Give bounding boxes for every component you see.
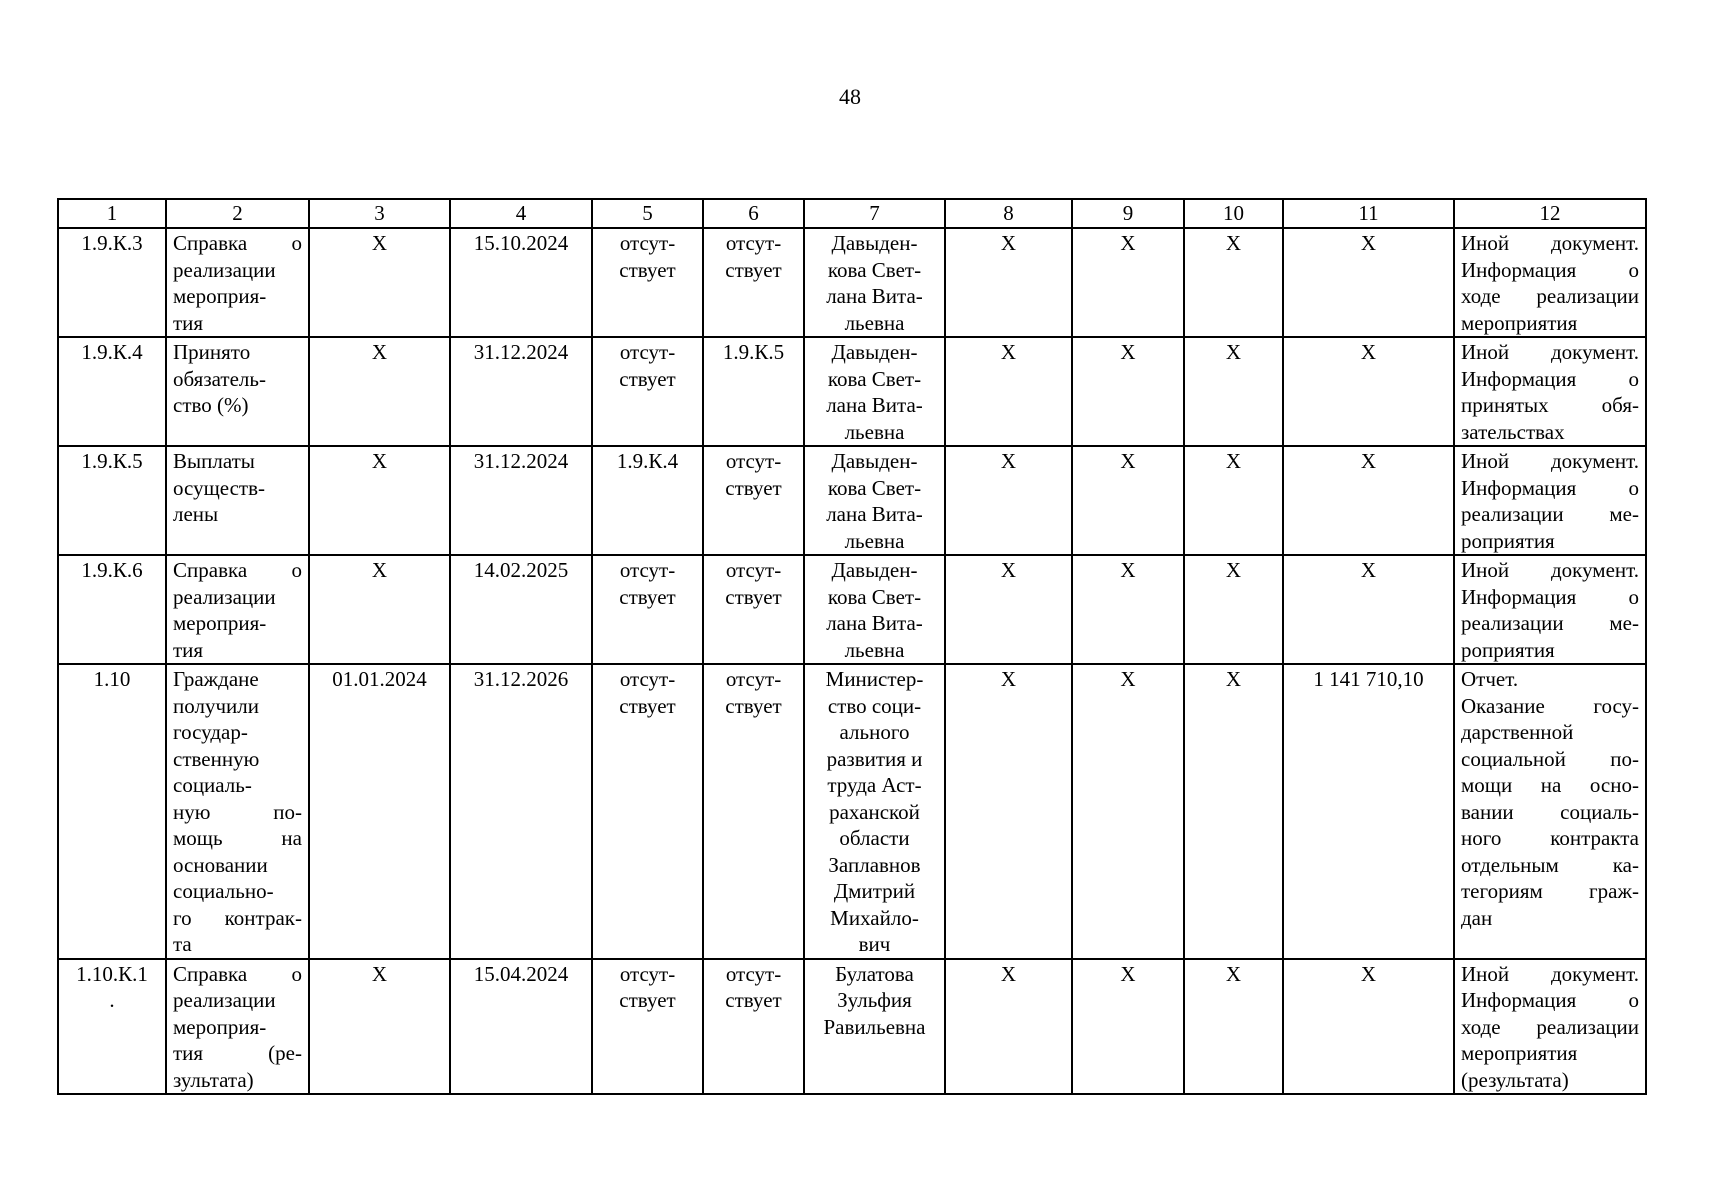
cell-line: лана Вита- bbox=[826, 611, 923, 635]
cell-line: льевна bbox=[844, 310, 905, 335]
cell-predecessor bbox=[592, 337, 703, 446]
cell-line: кова Свет- bbox=[827, 475, 922, 500]
cell-line: вич bbox=[858, 932, 891, 956]
cell-end-date bbox=[450, 446, 592, 555]
cell-col-11 bbox=[1283, 555, 1454, 664]
cell-line: Х bbox=[371, 231, 388, 255]
cell-end-date bbox=[450, 555, 592, 664]
cell-line: социальной по- bbox=[1461, 746, 1639, 771]
cell-line: вании социаль- bbox=[1461, 799, 1639, 824]
cell-name bbox=[166, 337, 309, 446]
cell-line: ствует bbox=[725, 693, 782, 718]
cell-name bbox=[166, 446, 309, 555]
cell-col-8 bbox=[945, 228, 1072, 337]
cell-line: отсут- bbox=[619, 558, 676, 582]
cell-line: раханской bbox=[829, 799, 920, 824]
cell-code bbox=[58, 959, 166, 1095]
cell-line: Булатова bbox=[835, 961, 914, 986]
cell-code bbox=[58, 228, 166, 337]
cell-line: Х bbox=[1000, 961, 1017, 986]
header-row bbox=[58, 199, 1646, 228]
cell-line: мероприя- bbox=[173, 1014, 267, 1039]
cell-line: Иной документ. bbox=[1461, 961, 1639, 986]
table-row bbox=[58, 228, 1646, 337]
cell-start-date bbox=[309, 664, 450, 959]
cell-info-document bbox=[1454, 555, 1646, 664]
cell-line: ствует bbox=[725, 584, 782, 609]
cell-col-9 bbox=[1072, 228, 1184, 337]
cell-line: реализации bbox=[173, 584, 276, 609]
cell-line: Дмитрий bbox=[833, 879, 916, 903]
cell-line: Х bbox=[371, 558, 388, 582]
cell-line: 14.02.2025 bbox=[473, 558, 569, 582]
cell-start-date bbox=[309, 337, 450, 446]
cell-line: Михайло- bbox=[830, 905, 919, 930]
cell-line: отсут- bbox=[725, 558, 782, 582]
cell-name bbox=[166, 664, 309, 959]
cell-line: принятых обя- bbox=[1461, 393, 1639, 417]
cell-line: 1.9.К.5 bbox=[722, 340, 785, 364]
cell-line: Х bbox=[1225, 231, 1242, 255]
cell-line: отсут- bbox=[619, 961, 676, 986]
cell-line: осуществ- bbox=[173, 475, 265, 500]
cell-col-9 bbox=[1072, 555, 1184, 664]
cell-col-10 bbox=[1184, 228, 1283, 337]
cell-line: Давыден- bbox=[831, 231, 918, 255]
cell-line: Зульфия bbox=[837, 988, 912, 1012]
cell-line: мероприятия bbox=[1461, 310, 1578, 335]
cell-line: Х bbox=[1360, 558, 1377, 582]
cell-line: ствует bbox=[619, 257, 676, 282]
cell-code bbox=[58, 664, 166, 959]
cell-line: государ- bbox=[173, 720, 248, 744]
cell-responsible bbox=[804, 446, 945, 555]
cell-col-10 bbox=[1184, 337, 1283, 446]
cell-line: Х bbox=[1225, 961, 1242, 986]
cell-line: Давыден- bbox=[831, 340, 918, 364]
cell-line: Граждане bbox=[173, 667, 259, 691]
cell-line: 15.10.2024 bbox=[473, 231, 569, 255]
cell-line: тия bbox=[173, 637, 204, 662]
cell-line: Давыден- bbox=[831, 449, 918, 473]
cell-info-document bbox=[1454, 664, 1646, 959]
cell-col-10 bbox=[1184, 555, 1283, 664]
cell-line: ходе реализации bbox=[1461, 1014, 1639, 1039]
cell-line: области bbox=[839, 826, 910, 850]
header-cell-9: 9 bbox=[1072, 199, 1184, 228]
cell-end-date bbox=[450, 337, 592, 446]
cell-line: тегориям граж- bbox=[1461, 879, 1639, 903]
cell-line: получили bbox=[173, 693, 259, 718]
cell-line: Информация о bbox=[1461, 584, 1639, 609]
cell-line: Х bbox=[371, 340, 388, 364]
cell-line: Информация о bbox=[1461, 475, 1639, 500]
cell-line: ственную bbox=[173, 746, 260, 771]
cell-line: Заплавнов bbox=[828, 852, 921, 877]
cell-line: лены bbox=[173, 502, 219, 526]
cell-predecessor bbox=[592, 228, 703, 337]
cell-col-9 bbox=[1072, 337, 1184, 446]
cell-line: ствует bbox=[619, 988, 676, 1012]
cell-line: отсут- bbox=[725, 231, 782, 255]
cell-successor bbox=[703, 228, 804, 337]
cell-line: 31.12.2024 bbox=[473, 449, 569, 473]
cell-line: ство (%) bbox=[173, 393, 249, 417]
cell-info-document bbox=[1454, 228, 1646, 337]
cell-col-10 bbox=[1184, 959, 1283, 1095]
cell-successor bbox=[703, 446, 804, 555]
cell-line: льевна bbox=[844, 419, 905, 444]
cell-line: ного контракта bbox=[1461, 826, 1639, 850]
cell-successor bbox=[703, 664, 804, 959]
cell-line: Х bbox=[1360, 340, 1377, 364]
cell-line: Х bbox=[1120, 340, 1136, 364]
cell-start-date bbox=[309, 228, 450, 337]
cell-line: тия bbox=[173, 310, 204, 335]
cell-line: Х bbox=[1000, 231, 1017, 255]
cell-line: 31.12.2024 bbox=[473, 340, 569, 364]
header-cell-4: 4 bbox=[450, 199, 592, 228]
cell-col-8 bbox=[945, 664, 1072, 959]
cell-line: Информация о bbox=[1461, 366, 1639, 391]
cell-col-11 bbox=[1283, 228, 1454, 337]
cell-line: мощи на осно- bbox=[1461, 773, 1639, 797]
cell-end-date bbox=[450, 959, 592, 1095]
cell-col-9 bbox=[1072, 959, 1184, 1095]
cell-line: ство соци- bbox=[827, 693, 922, 718]
cell-line: го контрак- bbox=[173, 905, 302, 930]
cell-info-document bbox=[1454, 446, 1646, 555]
cell-name bbox=[166, 555, 309, 664]
cell-line: труда Аст- bbox=[827, 773, 922, 797]
cell-line: лана Вита- bbox=[826, 502, 923, 526]
cell-line: социально- bbox=[173, 879, 274, 903]
cell-line: Иной документ. bbox=[1461, 558, 1639, 582]
cell-line: Информация о bbox=[1461, 988, 1639, 1012]
cell-line: ствует bbox=[619, 584, 676, 609]
cell-line: Отчет. bbox=[1461, 667, 1519, 691]
cell-line: Х bbox=[1360, 231, 1377, 255]
header-cell-2: 2 bbox=[166, 199, 309, 228]
cell-line: Х bbox=[1000, 340, 1017, 364]
header-cell-10: 10 bbox=[1184, 199, 1283, 228]
cell-line: отсут- bbox=[619, 667, 676, 691]
table-row bbox=[58, 337, 1646, 446]
cell-line: Выплаты bbox=[173, 449, 255, 473]
cell-line: 31.12.2026 bbox=[473, 667, 569, 691]
cell-line: Х bbox=[1000, 667, 1017, 691]
cell-name bbox=[166, 228, 309, 337]
cell-col-11 bbox=[1283, 959, 1454, 1095]
cell-line: кова Свет- bbox=[827, 257, 922, 282]
cell-line: (результата) bbox=[1461, 1067, 1569, 1092]
cell-col-11 bbox=[1283, 664, 1454, 959]
cell-line: ствует bbox=[725, 988, 782, 1012]
cell-responsible bbox=[804, 959, 945, 1095]
cell-info-document bbox=[1454, 959, 1646, 1095]
cell-line: ную по- bbox=[173, 799, 302, 824]
cell-start-date bbox=[309, 959, 450, 1095]
cell-line: 1 141 710,10 bbox=[1313, 667, 1424, 691]
cell-col-10 bbox=[1184, 664, 1283, 959]
cell-line: Х bbox=[1225, 449, 1242, 473]
cell-col-8 bbox=[945, 446, 1072, 555]
cell-col-11 bbox=[1283, 337, 1454, 446]
cell-end-date bbox=[450, 664, 592, 959]
header-cell-8: 8 bbox=[945, 199, 1072, 228]
cell-predecessor bbox=[592, 959, 703, 1095]
cell-col-8 bbox=[945, 959, 1072, 1095]
cell-line: Оказание госу- bbox=[1461, 693, 1639, 718]
cell-line: Х bbox=[1225, 667, 1242, 691]
cell-end-date bbox=[450, 228, 592, 337]
cell-line: мероприя- bbox=[173, 284, 267, 308]
cell-responsible bbox=[804, 228, 945, 337]
cell-responsible bbox=[804, 337, 945, 446]
cell-line: Х bbox=[1360, 961, 1377, 986]
cell-line: Информация о bbox=[1461, 257, 1639, 282]
table-body bbox=[58, 199, 1646, 1094]
cell-line: Министер- bbox=[825, 667, 924, 691]
table-row bbox=[58, 664, 1646, 959]
cell-line: Давыден- bbox=[831, 558, 918, 582]
cell-line: 01.01.2024 bbox=[332, 667, 427, 691]
cell-line: развития и bbox=[826, 746, 923, 771]
cell-col-11 bbox=[1283, 446, 1454, 555]
cell-line: реализации bbox=[173, 988, 276, 1012]
cell-predecessor bbox=[592, 446, 703, 555]
cell-line: зультата) bbox=[173, 1067, 254, 1092]
cell-line: Х bbox=[371, 449, 388, 473]
cell-col-9 bbox=[1072, 664, 1184, 959]
table-row bbox=[58, 446, 1646, 555]
cell-line: льевна bbox=[844, 528, 905, 553]
cell-predecessor bbox=[592, 664, 703, 959]
cell-name bbox=[166, 959, 309, 1095]
cell-responsible bbox=[804, 555, 945, 664]
cell-code bbox=[58, 446, 166, 555]
cell-start-date bbox=[309, 446, 450, 555]
cell-line: Иной документ. bbox=[1461, 449, 1639, 473]
cell-line: 1.9.К.4 bbox=[81, 340, 143, 364]
cell-line: 1.9.К.4 bbox=[616, 449, 679, 473]
cell-successor bbox=[703, 337, 804, 446]
cell-line: Х bbox=[1120, 449, 1136, 473]
cell-start-date bbox=[309, 555, 450, 664]
cell-line: ствует bbox=[619, 366, 676, 391]
header-cell-7: 7 bbox=[804, 199, 945, 228]
cell-line: льевна bbox=[844, 637, 905, 662]
cell-line: Х bbox=[1225, 340, 1242, 364]
cell-line: Иной документ. bbox=[1461, 231, 1639, 255]
cell-line: кова Свет- bbox=[827, 584, 922, 609]
header-cell-6: 6 bbox=[703, 199, 804, 228]
cell-line: отсут- bbox=[725, 449, 782, 473]
cell-line: лана Вита- bbox=[826, 284, 923, 308]
header-cell-1: 1 bbox=[58, 199, 166, 228]
cell-col-10 bbox=[1184, 446, 1283, 555]
cell-line: лана Вита- bbox=[826, 393, 923, 417]
cell-line: ствует bbox=[725, 475, 782, 500]
cell-line: Справка о bbox=[173, 231, 302, 255]
table-row bbox=[58, 959, 1646, 1095]
cell-line: тия (ре- bbox=[173, 1041, 302, 1065]
cell-line: Х bbox=[1000, 558, 1017, 582]
header-cell-12: 12 bbox=[1454, 199, 1646, 228]
header-cell-11: 11 bbox=[1283, 199, 1454, 228]
cell-col-9 bbox=[1072, 446, 1184, 555]
cell-line: 1.9.К.6 bbox=[81, 558, 143, 582]
plan-table bbox=[57, 198, 1647, 1095]
cell-code bbox=[58, 555, 166, 664]
cell-line: Равильевна bbox=[823, 1014, 926, 1039]
cell-line: кова Свет- bbox=[827, 366, 922, 391]
cell-line: Х bbox=[1120, 961, 1136, 986]
cell-line: ствует bbox=[619, 693, 676, 718]
cell-line: Х bbox=[1120, 667, 1136, 691]
cell-line: Иной документ. bbox=[1461, 340, 1639, 364]
cell-line: 15.04.2024 bbox=[473, 961, 569, 986]
cell-line: отдельным ка- bbox=[1461, 852, 1639, 877]
cell-line: 1.10.К.1 bbox=[76, 961, 148, 986]
table-row bbox=[58, 555, 1646, 664]
cell-line: Принято bbox=[173, 340, 251, 364]
cell-line: Х bbox=[371, 961, 388, 986]
cell-line: реализации ме- bbox=[1461, 611, 1639, 635]
cell-line: 1.9.К.3 bbox=[81, 231, 143, 255]
header-cell-5: 5 bbox=[592, 199, 703, 228]
cell-line: мероприятия bbox=[1461, 1041, 1578, 1065]
cell-line: основании bbox=[173, 852, 268, 877]
cell-line: роприятия bbox=[1461, 528, 1555, 553]
cell-line: 1.9.К.5 bbox=[81, 449, 143, 473]
cell-line: ального bbox=[839, 720, 910, 744]
cell-responsible bbox=[804, 664, 945, 959]
cell-line: Х bbox=[1000, 449, 1017, 473]
cell-predecessor bbox=[592, 555, 703, 664]
cell-line: ствует bbox=[725, 257, 782, 282]
cell-line: отсут- bbox=[619, 231, 676, 255]
cell-successor bbox=[703, 555, 804, 664]
cell-successor bbox=[703, 959, 804, 1095]
cell-line: отсут- bbox=[725, 667, 782, 691]
cell-line: та bbox=[173, 932, 192, 956]
page-number: 48 bbox=[839, 84, 861, 109]
cell-line: мероприя- bbox=[173, 611, 267, 635]
cell-line: Справка о bbox=[173, 558, 302, 582]
cell-line: Х bbox=[1225, 558, 1242, 582]
cell-col-8 bbox=[945, 337, 1072, 446]
cell-info-document bbox=[1454, 337, 1646, 446]
cell-line: реализации bbox=[173, 257, 276, 282]
cell-line: мощь на bbox=[173, 826, 302, 850]
cell-col-8 bbox=[945, 555, 1072, 664]
cell-line: Х bbox=[1120, 558, 1136, 582]
cell-line: Х bbox=[1360, 449, 1377, 473]
cell-line: дарственной bbox=[1461, 720, 1574, 744]
cell-line: дан bbox=[1461, 905, 1493, 930]
cell-line: 1.10 bbox=[93, 667, 131, 691]
cell-line: обязатель- bbox=[173, 366, 266, 391]
cell-line: ходе реализации bbox=[1461, 284, 1639, 308]
cell-line: Х bbox=[1120, 231, 1136, 255]
header-cell-3: 3 bbox=[309, 199, 450, 228]
cell-code bbox=[58, 337, 166, 446]
cell-line: . bbox=[109, 988, 115, 1012]
cell-line: отсут- bbox=[619, 340, 676, 364]
cell-line: отсут- bbox=[725, 961, 782, 986]
cell-line: социаль- bbox=[173, 773, 252, 797]
cell-line: зательствах bbox=[1461, 419, 1565, 444]
cell-line: реализации ме- bbox=[1461, 502, 1639, 526]
cell-line: роприятия bbox=[1461, 637, 1555, 662]
cell-line: Справка о bbox=[173, 961, 302, 986]
